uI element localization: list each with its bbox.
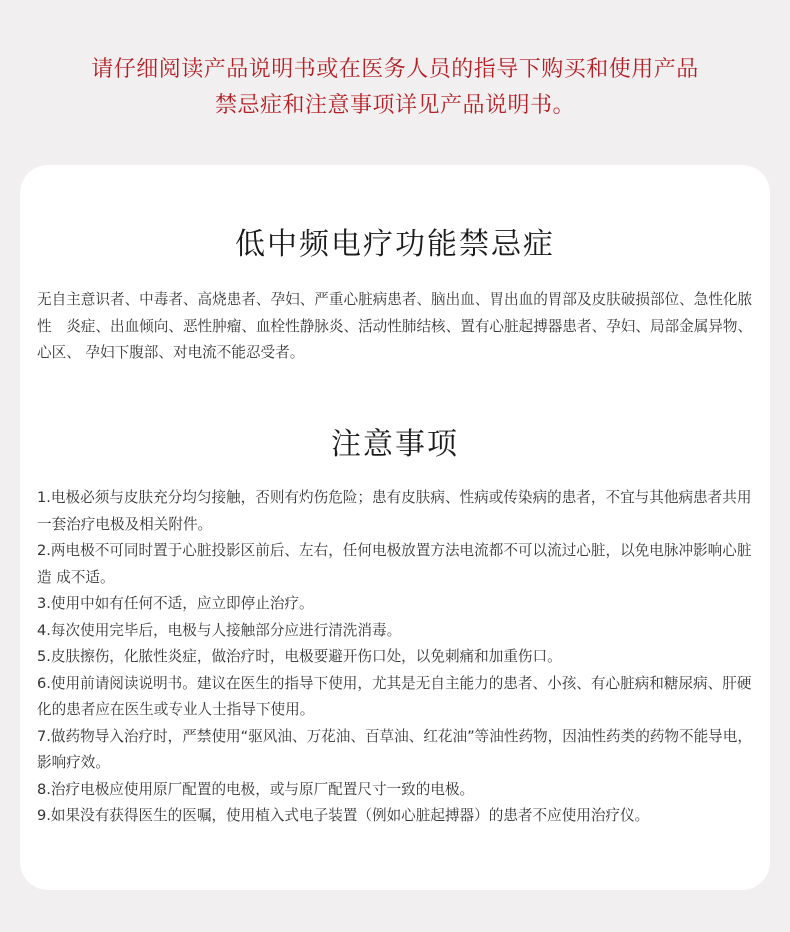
precautions-list — [37, 485, 755, 830]
precaution-item: 7.做药物导入治疗时，严禁使用“驱风油、万花油、百草油、红花油”等油性药物，因油性药类的药物不能导电，影响疗效。 — [37, 727, 752, 771]
contraindications-title: 低中频电疗功能禁忌症 — [235, 227, 555, 262]
warning-line-1: 请仔细阅读产品说明书或在医务人员的指导下购买和使用产品 — [91, 57, 699, 82]
contraindications-text: 无自主意识者、中毒者、高烧患者、孕妇、严重心脏病患者、脑出血、胃出血的胃部及皮肤破损部位、急性化脓性 炎症、出血倾向、恶性肿瘤、血栓性静脉炎、活动性肺结核、置有心脏起搏器患者、孕妇、局部金属异物、心区、 孕妇下腹部、对电流不能忍受者。 — [37, 291, 753, 361]
precaution-item: 6.使用前请阅读说明书。建议在医生的指导下使用，尤其是无自主能力的患者、小孩、有心脏病和糖尿病、肝硬化的患者应在医生或专业人士指导下使用。 — [37, 674, 752, 718]
warning-line-2: 禁忌症和注意事项详见产品说明书。 — [214, 93, 575, 118]
precaution-item: 9.如果没有获得医生的医嘱，使用植入式电子装置（例如心脏起搏器）的患者不应使用治疗仪。 — [37, 807, 650, 824]
precaution-item: 4.每次使用完毕后，电极与人接触部分应进行清洗消毒。 — [37, 621, 402, 639]
warning-banner — [0, 52, 790, 124]
precaution-item: 1.电极必须与皮肤充分均匀接触，否则有灼伤危险；患有皮肤病、性病或传染病的患者，不宜与其他病患者共用一套治疗电极及相关附件。 — [37, 489, 752, 533]
precautions-title: 注意事项 — [331, 427, 459, 462]
precaution-item: 8.治疗电极应使用原厂配置的电极，或与原厂配置尺寸一致的电极。 — [37, 780, 475, 798]
precaution-item: 5.皮肤擦伤，化脓性炎症，做治疗时，电极要避开伤口处，以免刺痛和加重伤口。 — [37, 648, 562, 665]
precaution-item: 2.两电极不可同时置于心脏投影区前后、左右，任何电极放置方法电流都不可以流过心脏，以免电脉冲影响心脏造 成不适。 — [37, 542, 752, 586]
content-card — [20, 165, 770, 890]
precaution-item: 3.使用中如有任何不适，应立即停止治疗。 — [37, 595, 314, 612]
